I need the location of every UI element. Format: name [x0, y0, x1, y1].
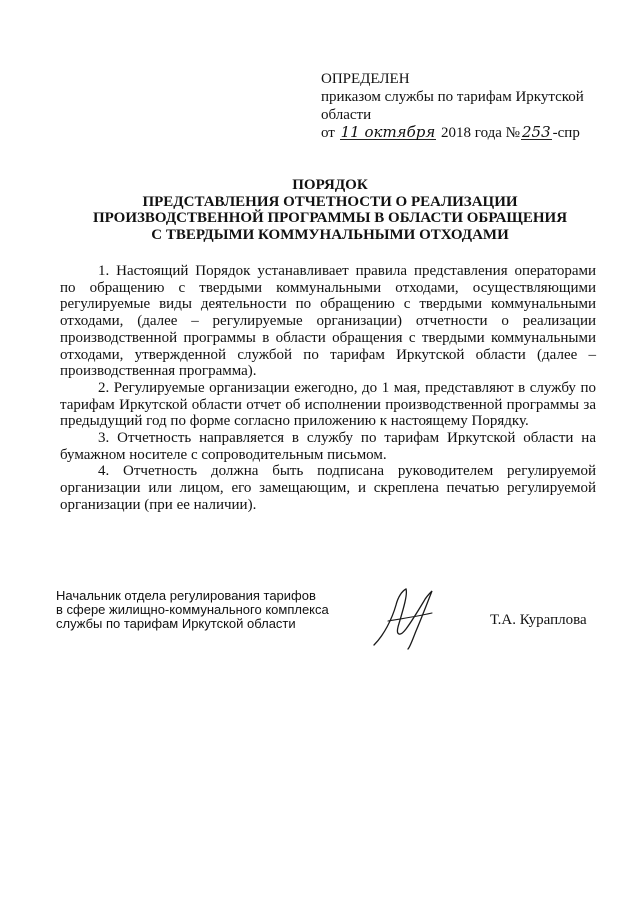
date-year: 2018 года № — [441, 125, 520, 141]
position-line-3: службы по тарифам Иркутской области — [56, 616, 296, 631]
document-title — [60, 177, 600, 243]
approval-date-line — [321, 124, 611, 142]
handwritten-signature — [366, 583, 440, 653]
paragraph-3: 3. Отчетность направляется в службу по тарифам Иркутской области на бумажном носителе с сопроводительным письмом. — [60, 430, 596, 463]
approval-order-text: приказом службы по тарифам Иркутской — [321, 89, 584, 105]
position-line-1: Начальник отдела регулирования тарифов — [56, 588, 316, 603]
approval-region: области — [321, 107, 372, 123]
title-line-4: С ТВЕРДЫМИ КОММУНАЛЬНЫМИ ОТХОДАМИ — [151, 226, 509, 243]
paragraph-2: 2. Регулируемые организации ежегодно, до 1 мая, представляют в службу по тарифам Иркутской области отчет об исполнении производственной программы за предыдущий год по форме согласно приложению к настоящему Порядку. — [60, 379, 596, 430]
signer-name: Т.А. Кураплова — [490, 612, 587, 628]
title-line-2: ПРЕДСТАВЛЕНИЯ ОТЧЕТНОСТИ О РЕАЛИЗАЦИИ — [142, 193, 518, 210]
order-suffix: -спр — [552, 125, 580, 141]
handwritten-order-number: 253 — [522, 123, 551, 141]
handwritten-date: 11 октября — [340, 123, 436, 141]
paragraph-4: 4. Отчетность должна быть подписана руководителем регулируемой организации или лицом, его замещающим, и скреплена печатью регулируемой организации (при ее наличии). — [60, 463, 596, 513]
position-line-2: в сфере жилищно-коммунального комплекса — [56, 602, 329, 617]
date-prefix: от — [321, 125, 335, 141]
document-body — [60, 263, 596, 514]
title-line-3: ПРОИЗВОДСТВЕННОЙ ПРОГРАММЫ В ОБЛАСТИ ОБРАЩЕНИЯ — [92, 210, 568, 226]
signatory-position — [56, 589, 386, 631]
approval-status: ОПРЕДЕЛЕН — [321, 71, 410, 87]
title-line-1: ПОРЯДОК — [292, 177, 368, 193]
paragraph-1: 1. Настоящий Порядок устанавливает правила представления операторами по обращению с твердыми коммунальными отходами, осуществляющими регулируемые виды деятельности по обращению с твердыми коммунальными отходами, (далее – регулируемые организации) отчетности о реализации производственной программы в области обращения с твердыми коммунальными отходами, утвержденной службой по тарифам Иркутской области (далее – производственная программа). — [60, 263, 596, 380]
approval-block — [321, 70, 611, 142]
